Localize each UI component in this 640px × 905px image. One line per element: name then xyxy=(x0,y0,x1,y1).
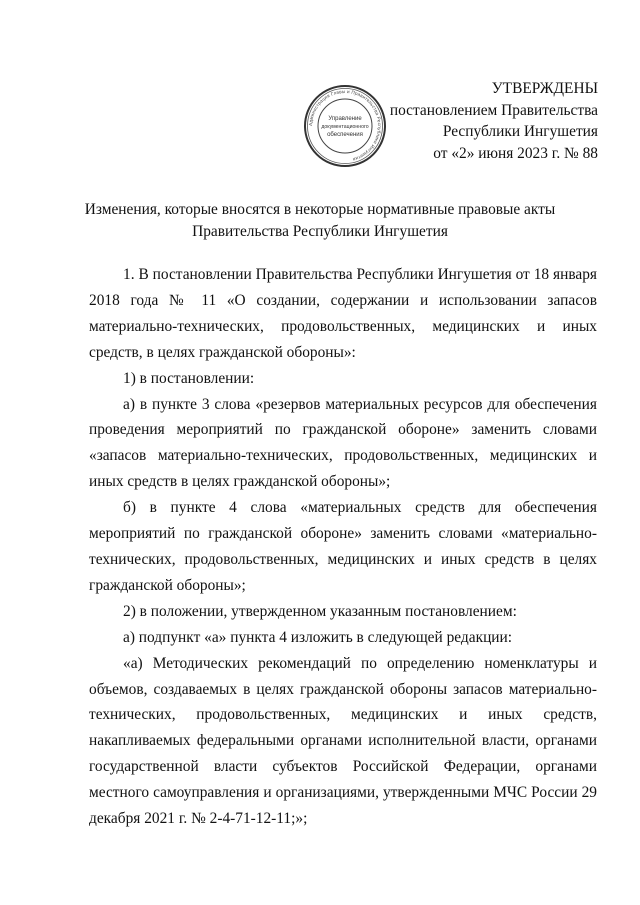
document-body xyxy=(89,262,597,832)
paragraph: «а) Методических рекомендаций по определению номенклатуры и объемов, создаваемых в целях гражданской обороны запасов материально-технических, продовольственных, медицинских и иных средств, накапливаемых федеральными органами исполнительной власти, органами государственной власти субъектов Российской Федерации, органами местного самоуправления и организациями, утвержденными МЧС России 29 декабря 2021 г. № 2-4-71-12-11;»; xyxy=(89,654,597,828)
paragraph: 1. В постановлении Правительства Республики Ингушетия от 18 января 2018 года № 11 «О создании, содержании и использовании запасов материально-технических, продовольственных, медицинских и иных средств, в целях гражданской обороны»: xyxy=(89,266,597,361)
paragraph: б) в пункте 4 слова «материальных средств для обеспечения мероприятий по гражданской обороне» заменить словами «материально-технических, продовольственных, медицинских и иных средств в целях гражданской обороны»; xyxy=(89,499,597,594)
stamp-line-3: обеспечения xyxy=(327,132,363,138)
document-title xyxy=(60,199,580,242)
approval-date-line: от «2» июня 2023 г. № 88 xyxy=(433,144,598,162)
approval-heading: УТВЕРЖДЕНЫ xyxy=(491,80,598,97)
approval-line: Республики Ингушетия xyxy=(442,123,598,140)
title-line-2: Правительства Республики Ингушетия xyxy=(192,222,448,240)
paragraph: а) подпункт «а» пункта 4 изложить в следующей редакции: xyxy=(123,628,513,646)
paragraph: 2) в положении, утвержденном указанным постановлением: xyxy=(123,602,517,620)
stamp-ring-text: Администрация Главы и Правительства Республики Ингушетия xyxy=(307,88,383,163)
approval-block xyxy=(390,78,598,164)
paragraph: 1) в постановлении: xyxy=(123,369,255,387)
title-line-1: Изменения, которые вносятся в некоторые нормативные правовые акты xyxy=(84,201,556,218)
approval-line: постановлением Правительства xyxy=(389,101,598,119)
stamp-line-1: Управление xyxy=(328,116,362,122)
paragraph: а) в пункте 3 слова «резервов материальных ресурсов для обеспечения проведения мероприятий по гражданской обороне» заменить словами «запасов материально-технических, продовольственных, медицинских и иных средств в целях гражданской обороны»; xyxy=(89,395,597,491)
official-stamp xyxy=(303,84,387,168)
stamp-line-2: документационного xyxy=(321,124,369,130)
